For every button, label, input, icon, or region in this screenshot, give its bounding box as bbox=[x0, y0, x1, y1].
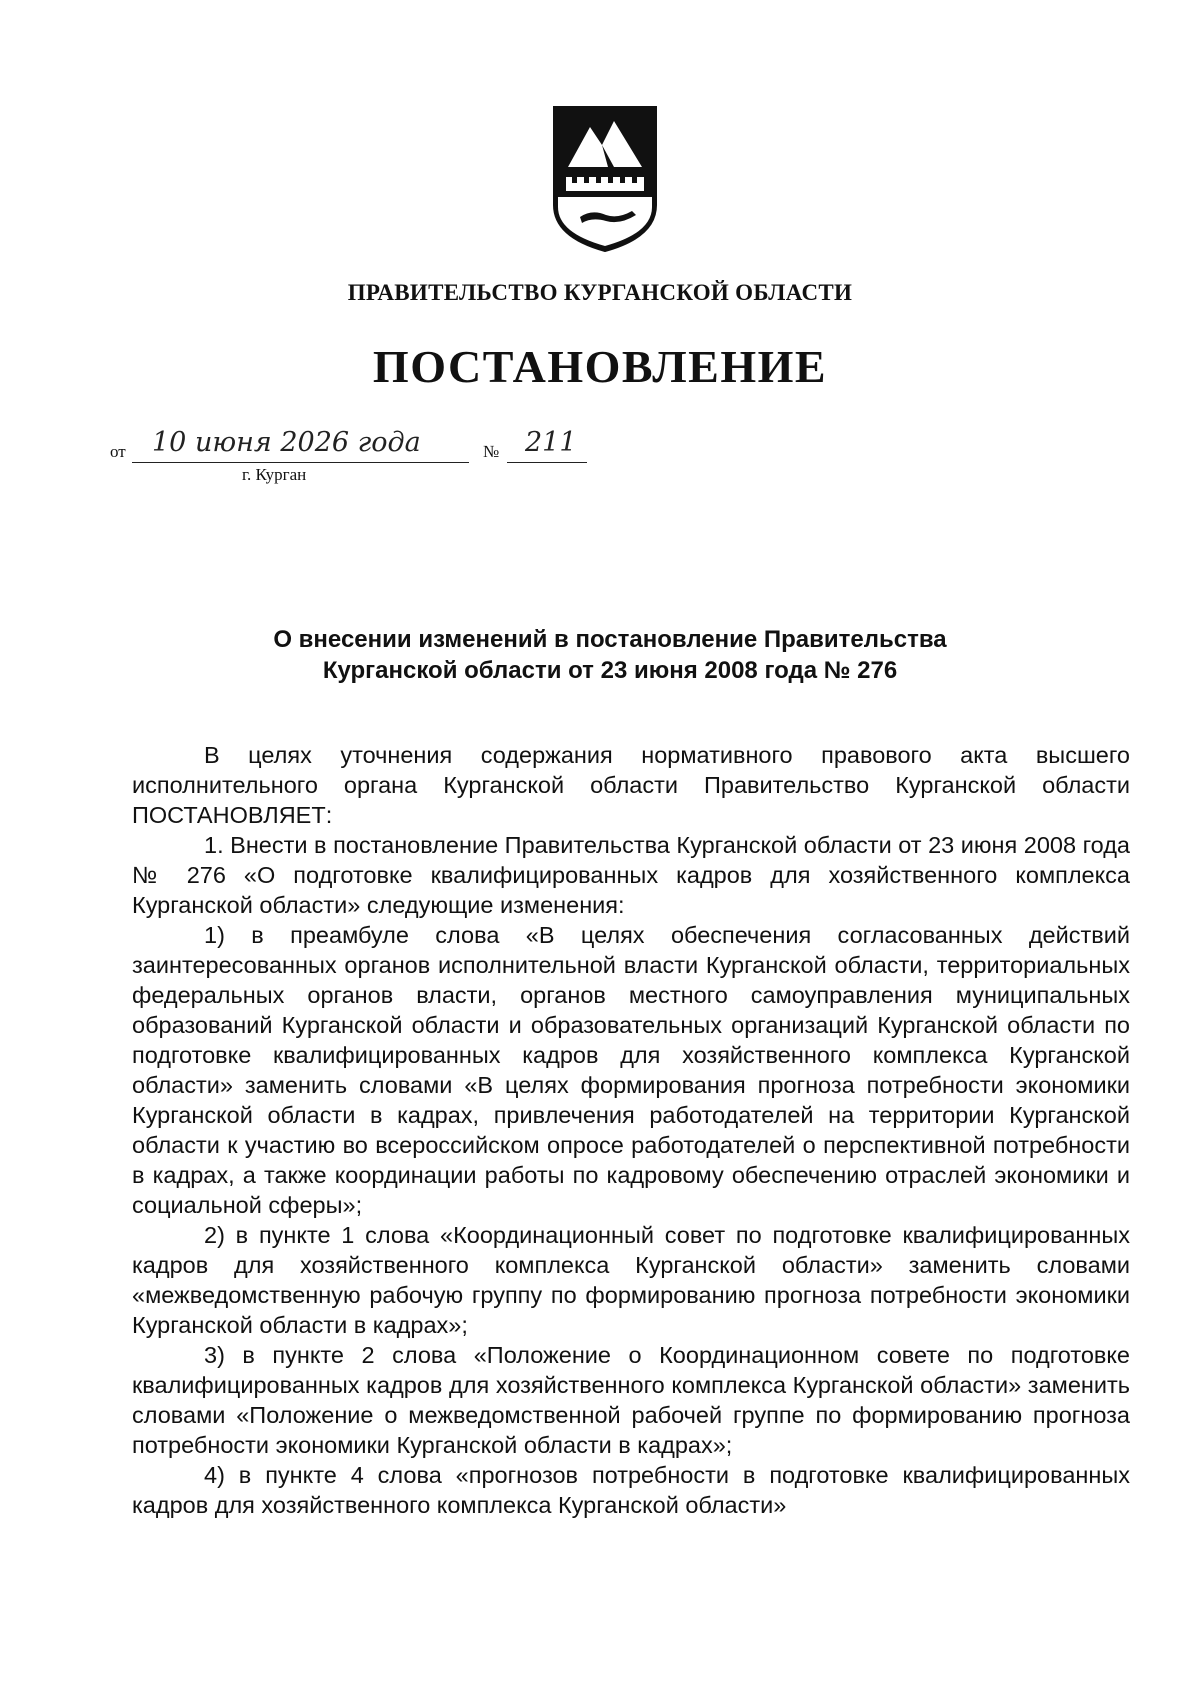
date-underline bbox=[132, 462, 469, 463]
number-label: № bbox=[483, 442, 500, 461]
date-number-line bbox=[110, 425, 670, 485]
title-line-2: Курганской области от 23 июня 2008 года № 276 bbox=[322, 657, 898, 684]
organization-name: ПРАВИТЕЛЬСТВО КУРГАНСКОЙ ОБЛАСТИ bbox=[347, 280, 853, 305]
from-label: от bbox=[110, 442, 126, 461]
body-paragraph: 3) в пункте 2 слова «Положение о Координационном совете по подготовке квалифицированных кадров для хозяйственного комплекса Курганской области» заменить словами «Положение о межведомственной рабочей группе по формированию прогноза потребности экономики Курганской области в кадрах»; bbox=[132, 1342, 1130, 1458]
handwritten-number: 211 bbox=[525, 427, 577, 458]
city-label: г. Курган bbox=[242, 465, 307, 484]
document-type-heading: ПОСТАНОВЛЕНИЕ bbox=[372, 341, 828, 392]
document-title bbox=[110, 624, 1110, 686]
title-line-1: О внесении изменений в постановление Правительства bbox=[273, 626, 947, 653]
handwritten-date: 10 июня 2026 года bbox=[152, 427, 421, 458]
body-paragraph: 1) в преамбуле слова «В целях обеспечения согласованных действий заинтересованных органов исполнительной власти Курганской области, территориальных федеральных органов власти, органов местного самоуправления муниципальных образований Курганской области и образовательных организаций Курганской области по подготовке квалифицированных кадров для хозяйственного комплекса Курганской области» заменить словами «В целях формирования прогноза потребности экономики Курганской области в кадрах, привлечения работодателей на территории Курганской области к участию во всероссийском опросе работодателей о перспективной потребности в кадрах, а также координации работы по кадровому обеспечению отраслей экономики и социальной сферы»; bbox=[132, 922, 1130, 1218]
number-underline bbox=[507, 462, 587, 463]
coat-of-arms-emblem bbox=[552, 105, 658, 253]
body-paragraph: 2) в пункте 1 слова «Координационный совет по подготовке квалифицированных кадров для хозяйственного комплекса Курганской области» заменить словами «межведомственную рабочую группу по формированию прогноза потребности экономики Курганской области в кадрах»; bbox=[132, 1222, 1130, 1338]
document-body bbox=[132, 740, 1130, 1520]
body-paragraph: В целях уточнения содержания нормативного правового акта высшего исполнительного органа Курганской области Правительство Курганской области ПОСТАНОВЛЯЕТ: bbox=[132, 742, 1130, 828]
body-paragraph: 1. Внести в постановление Правительства Курганской области от 23 июня 2008 года № 276 «О подготовке квалифицированных кадров для хозяйственного комплекса Курганской области» следующие изменения: bbox=[132, 832, 1130, 918]
body-paragraph: 4) в пункте 4 слова «прогнозов потребности в подготовке квалифицированных кадров для хозяйственного комплекса Курганской области» bbox=[132, 1462, 1130, 1518]
